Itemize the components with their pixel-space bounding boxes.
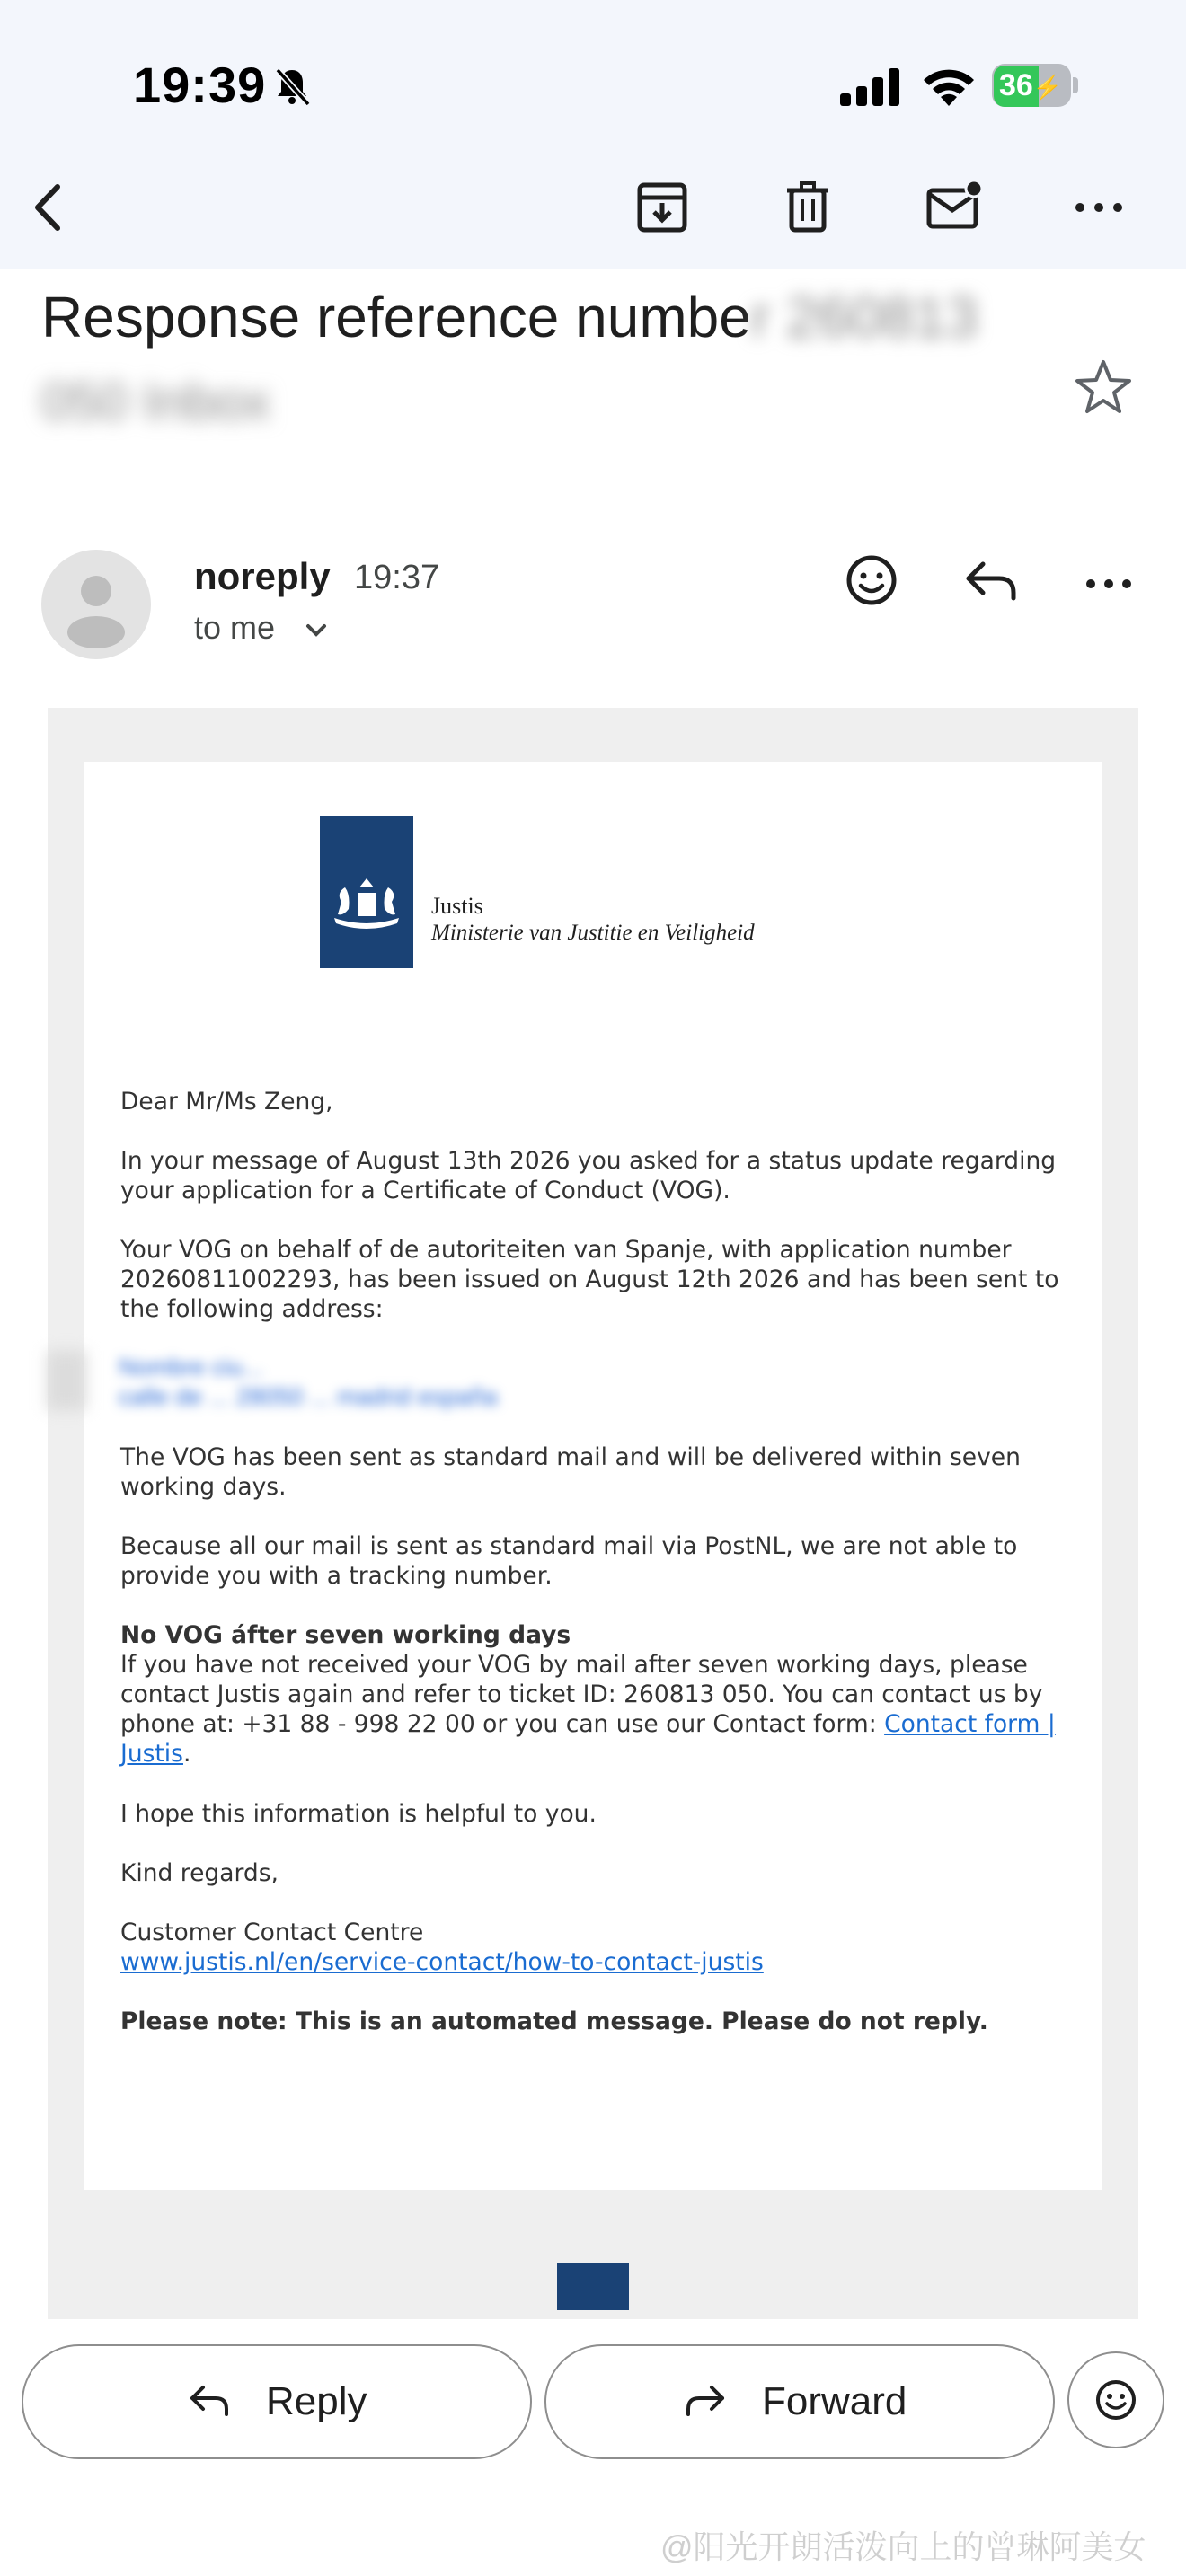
paragraph-helpful: I hope this information is helpful to you. [120, 1800, 597, 1828]
smiley-icon [1093, 2377, 1139, 2423]
star-icon[interactable] [1074, 357, 1133, 417]
battery-cap [1073, 77, 1078, 93]
redaction-blur [47, 1351, 86, 1410]
cellular-signal-icon [840, 66, 901, 106]
logo-ministry: Ministerie van Justitie en Veiligheid [431, 921, 755, 945]
footer-logo-block [557, 2263, 629, 2310]
email-subject-blurred: 050 Inbox [41, 373, 270, 431]
reply-label: Reply [266, 2379, 367, 2423]
forward-icon [683, 2382, 726, 2422]
greeting: Dear Mr/Ms Zeng, [120, 1088, 333, 1116]
recipient-label[interactable]: to me [194, 609, 276, 646]
avatar[interactable] [41, 550, 151, 659]
chevron-down-icon[interactable] [304, 618, 329, 643]
reply-icon [189, 2382, 232, 2422]
top-app-bar [0, 0, 1186, 269]
no-vog-heading: No VOG áfter seven working days [120, 1621, 571, 1649]
logo-organisation: Justis [431, 893, 483, 919]
address-redacted: Nombre ciu... calle de ... 28050 ... madrid españa [119, 1354, 498, 1410]
person-icon [41, 550, 151, 659]
emoji-reaction-icon[interactable] [843, 551, 900, 609]
paragraph-issued: Your VOG on behalf of de autoriteiten van Spanje, with application number 20260811002293, has been issued on August 12th 2026 and has been sent to the following address: [120, 1236, 1059, 1323]
forward-label: Forward [762, 2379, 907, 2423]
email-subject: Response reference number 260813 [41, 285, 978, 349]
justis-logo [320, 816, 413, 968]
forward-button[interactable] [544, 2344, 1055, 2459]
paragraph-contact: If you have not received your VOG by mail after seven working days, please contact Justis again and refer to ticket ID: 260813 050. You can contact us by phone at: +31 88 - 998 22 00 or you can use our Contact form: [120, 1651, 1043, 1738]
reply-button[interactable] [22, 2344, 532, 2459]
delete-trash-icon[interactable] [778, 178, 837, 237]
mark-unread-mail-icon[interactable] [924, 178, 983, 237]
justis-contact-link[interactable]: www.justis.nl/en/service-contact/how-to-contact-justis [120, 1948, 764, 1976]
paragraph-standard-mail: The VOG has been sent as standard mail and will be delivered within seven working days. [120, 1443, 1021, 1501]
archive-icon[interactable] [633, 178, 692, 237]
signature-name: Customer Contact Centre [120, 1919, 424, 1946]
paragraph-tracking: Because all our mail is sent as standard mail via PostNL, we are not able to provide you with a tracking number. [120, 1532, 1018, 1590]
battery-percent: 36⚡ [999, 68, 1063, 102]
status-time: 19:39 [133, 57, 267, 113]
bell-muted-icon [274, 66, 310, 106]
closing: Kind regards, [120, 1859, 279, 1887]
more-options-icon[interactable] [1069, 178, 1128, 237]
contact-form-link[interactable]: Contact form | Justis [120, 1710, 1056, 1768]
emoji-react-button[interactable] [1067, 2351, 1164, 2448]
wifi-icon [921, 65, 977, 108]
no-vog-section: No VOG áfter seven working days If you have not received your VOG by mail after seven working days, please contact Justis again and refer to ticket ID: 260813 050. You can contact us by phone at: +31 88 - 998 22 00 or you can use our Contact form: Contact form | Justis. [120, 1621, 1056, 1768]
message-more-icon[interactable] [1080, 551, 1137, 609]
coat-of-arms-icon [320, 816, 413, 968]
paragraph-status-request: In your message of August 13th 2026 you asked for a status update regarding your application for a Certificate of Conduct (VOG). [120, 1147, 1057, 1204]
watermark: @阳光开朗活泼向上的曾琳阿美女 [660, 2528, 1146, 2565]
message-time: 19:37 [354, 559, 440, 596]
reply-arrow-icon[interactable] [963, 551, 1021, 609]
signature-block [120, 1918, 1082, 1977]
automated-note: Please note: This is an automated message. Please do not reply. [120, 2007, 988, 2035]
back-arrow-icon[interactable] [20, 178, 79, 237]
sender-name: noreply [194, 555, 331, 597]
